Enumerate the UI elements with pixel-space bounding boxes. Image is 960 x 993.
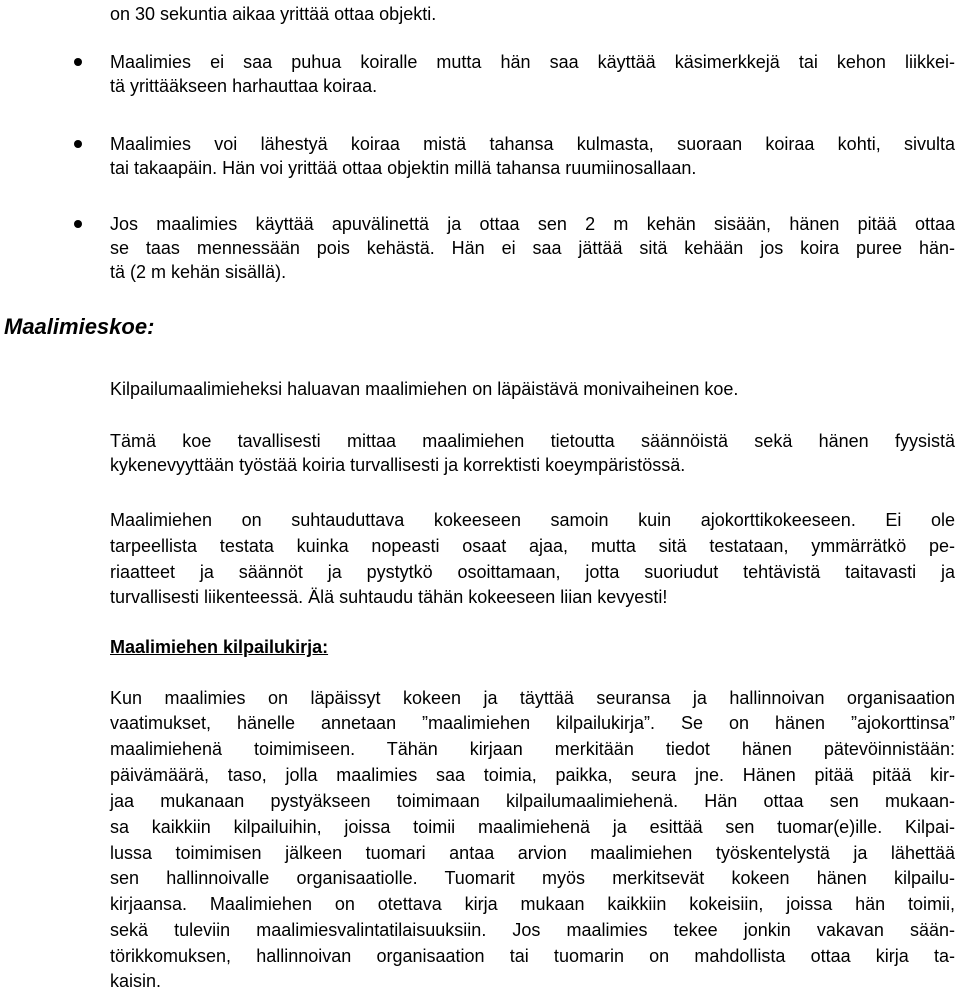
paragraph-line: törikkomuksen, hallinnoivan organisaation tai tuomarin on mahdollista ottaa kirja ta- bbox=[110, 946, 955, 966]
bullet-text-line: Jos maalimies käyttää apuvälinettä ja ottaa sen 2 m kehän sisään, hänen pitää ottaa bbox=[110, 214, 955, 234]
paragraph-line: kirjaansa. Maalimiehen on otettava kirja mukaan kaikkiin kokeisiin, joissa hän toimii, bbox=[110, 894, 955, 914]
paragraph-line: tarpeellista testata kuinka nopeasti osaat ajaa, mutta sitä testataan, ymmärrätkö pe- bbox=[110, 536, 955, 556]
paragraph-line: kaisin. bbox=[110, 971, 162, 991]
paragraph-line: sekä tuleviin maalimiesvalintatilaisuuksiin. Jos maalimies tekee jonkin vakavan sään- bbox=[110, 920, 955, 940]
sub-heading: Maalimiehen kilpailukirja: bbox=[110, 637, 329, 657]
continuation-line: on 30 sekuntia aikaa yrittää ottaa objekti. bbox=[110, 4, 437, 24]
bullet-icon bbox=[74, 58, 82, 66]
paragraph-line: sen hallinnoivalle organisaatiolle. Tuomarit myös merkitsevät kokeen hänen kilpailu- bbox=[110, 868, 955, 888]
bullet-icon bbox=[74, 220, 82, 228]
section-heading: Maalimieskoe: bbox=[4, 314, 155, 339]
paragraph-line: päivämäärä, taso, jolla maalimies saa toimia, paikka, seura jne. Hänen pitää pitää kir- bbox=[110, 765, 955, 785]
bullet-text-line: Maalimies ei saa puhua koiralle mutta hän saa käyttää käsimerkkejä tai kehon liikkei- bbox=[110, 52, 955, 72]
bullet-text-line: tai takaapäin. Hän voi yrittää ottaa objektin millä tahansa ruumiinosallaan. bbox=[110, 158, 697, 178]
bullet-text-line: se taas mennessään pois kehästä. Hän ei saa jättää sitä kehään jos koira puree hän- bbox=[110, 238, 955, 258]
bullet-text-line: tä yrittääkseen harhauttaa koiraa. bbox=[110, 76, 378, 96]
paragraph-line: Kun maalimies on läpäissyt kokeen ja täyttää seuransa ja hallinnoivan organisaation bbox=[110, 688, 955, 708]
paragraph-line: maalimiehenä toimimiseen. Tähän kirjaan merkitään tiedot hänen pätevöinnistään: bbox=[110, 739, 955, 759]
paragraph-line: Maalimiehen on suhtauduttava kokeeseen samoin kuin ajokorttikokeeseen. Ei ole bbox=[110, 510, 955, 530]
paragraph-line: Tämä koe tavallisesti mittaa maalimiehen tietoutta säännöistä sekä hänen fyysistä bbox=[110, 431, 955, 451]
paragraph-line: lussa toimimisen jälkeen tuomari antaa arvion maalimiehen työskentelystä ja lähettää bbox=[110, 843, 955, 863]
bullet-text-line: tä (2 m kehän sisällä). bbox=[110, 262, 287, 282]
bullet-text-line: Maalimies voi lähestyä koiraa mistä tahansa kulmasta, suoraan koiraa kohti, sivulta bbox=[110, 134, 955, 154]
paragraph-line: riaatteet ja säännöt ja pystytkö osoittamaan, jotta suoriudut tehtävistä taitavasti ja bbox=[110, 562, 955, 582]
bullet-icon bbox=[74, 140, 82, 148]
paragraph-line: kykenevyyttään työstää koiria turvallisesti ja korrektisti koeympäristössä. bbox=[110, 455, 686, 475]
paragraph-line: sa kaikkiin kilpailuihin, joissa toimii maalimiehenä ja esittää sen tuomar(e)ille. Kilpai- bbox=[110, 817, 955, 837]
paragraph-line: jaa mukanaan pystyäkseen toimimaan kilpailumaalimiehenä. Hän ottaa sen mukaan- bbox=[110, 791, 955, 811]
paragraph-line: vaatimukset, hänelle annetaan ”maalimiehen kilpailukirja”. Se on hänen ”ajokorttinsa” bbox=[110, 713, 955, 733]
paragraph-line: Kilpailumaalimieheksi haluavan maalimiehen on läpäistävä monivaiheinen koe. bbox=[110, 379, 739, 399]
paragraph-line: turvallisesti liikenteessä. Älä suhtaudu tähän kokeeseen liian kevyesti! bbox=[110, 587, 668, 607]
